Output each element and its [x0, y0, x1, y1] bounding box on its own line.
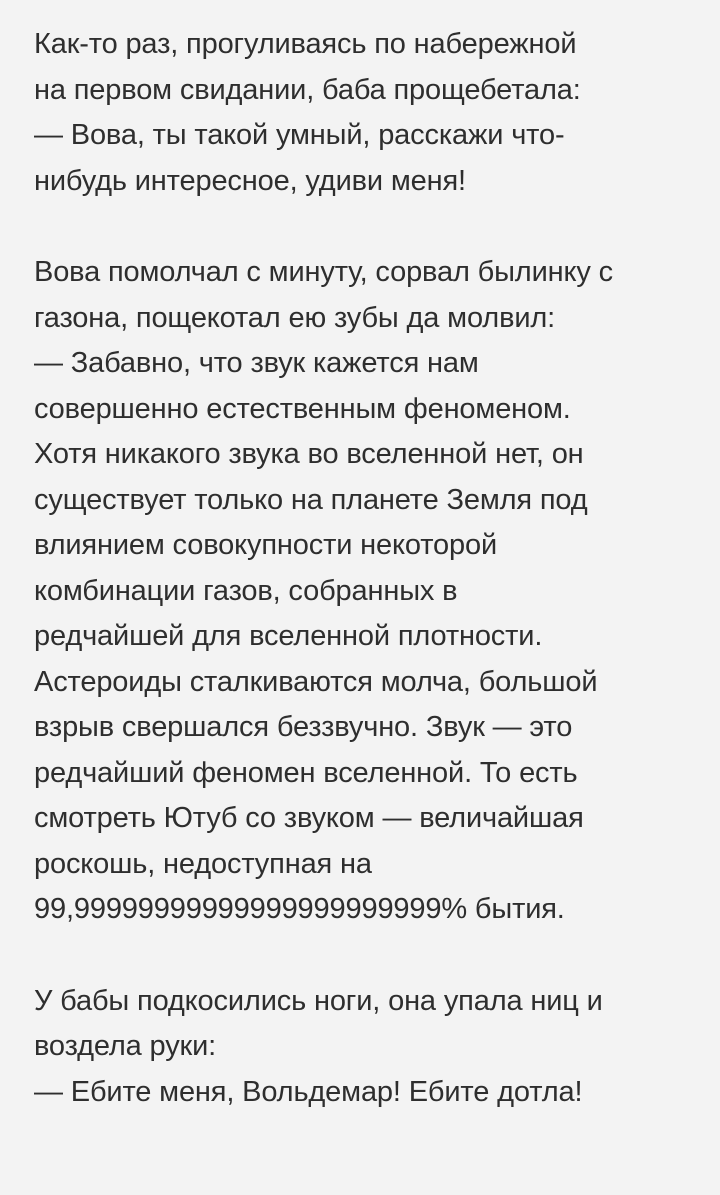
- text-line: Хотя никакого звука во вселенной нет, он: [34, 438, 584, 470]
- text-line: редчайшей для вселенной плотности.: [34, 620, 543, 652]
- text-line: — Забавно, что звук кажется нам: [34, 347, 479, 379]
- text-line: совершенно естественным феноменом.: [34, 392, 571, 425]
- text-line: комбинации газов, собранных в: [34, 574, 458, 607]
- text-line: Как-то раз, прогуливаясь по набережной: [34, 28, 577, 60]
- paragraph-intro: [34, 22, 706, 204]
- paragraph-ending: [34, 979, 706, 1116]
- text-line: смотреть Ютуб со звуком — величайшая: [34, 802, 584, 834]
- text-line: влиянием совокупности некоторой: [34, 529, 498, 561]
- text-line: — Вова, ты такой умный, расскажи что-: [34, 119, 565, 151]
- text-line: 99,99999999999999999999999% бытия.: [34, 893, 565, 925]
- text-line: редчайший феномен вселенной. То есть: [34, 756, 578, 789]
- text-line: воздела руки:: [34, 1030, 217, 1062]
- text-line: взрыв свершался беззвучно. Звук — это: [34, 711, 573, 743]
- text-line: Вова помолчал с минуту, сорвал былинку с: [34, 256, 613, 288]
- text-line: нибудь интересное, удиви меня!: [34, 164, 466, 197]
- text-line: газона, пощекотал ею зубы да молвил:: [34, 301, 556, 334]
- post-text: [34, 22, 706, 1115]
- text-line: У бабы подкосились ноги, она упала ниц и: [34, 984, 603, 1017]
- text-line: существует только на планете Земля под: [34, 483, 588, 516]
- text-line: роскошь, недоступная на: [34, 847, 372, 880]
- text-line: — Ебите меня, Вольдемар! Ебите дотла!: [34, 1075, 583, 1108]
- text-line: на первом свидании, баба прощебетала:: [34, 73, 581, 106]
- paragraph-speech: [34, 250, 706, 933]
- text-line: Астероиды сталкиваются молча, большой: [34, 665, 598, 698]
